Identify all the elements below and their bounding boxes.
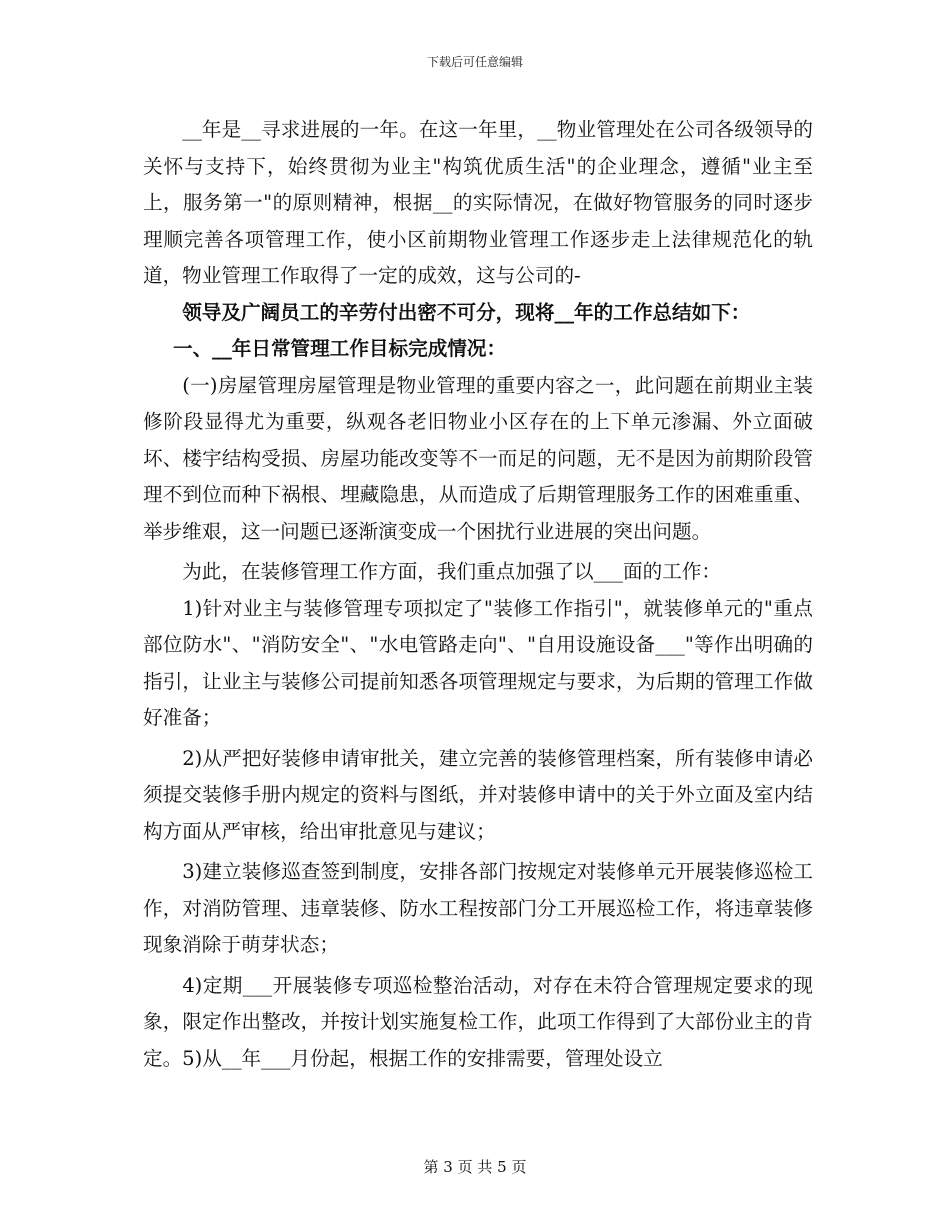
section-heading-1: 一、__年日常管理工作目标完成情况：	[173, 337, 507, 360]
paragraph-summary-lead: 领导及广阔员工的辛劳付出密不可分，现将__年的工作总结如下：	[182, 300, 751, 324]
paragraph-housing-management: (一)房屋管理房屋管理是物业管理的重要内容之一，此问题在前期业主装修阶段显得尤为重要，纵观各老旧物业小区存在的上下单元渗漏、外立面破坏、楼宇结构受损、房屋功能改变等不一而足的问题，无不是因为前期阶段管理不到位而种下祸根、埋藏隐患，从而造成了后期管理服务工作的困难重重、举步维艰，这一问题已逐渐演变成一个困扰行业进展的突出问题。	[143, 373, 813, 543]
paragraph-item-1: 1)针对业主与装修管理专项拟定了"装修工作指引"，就装修单元的"重点部位防水"、"消防安全"、"水电管路走向"、"自用设施设备___"等作出明确的指引，让业主与装修公司提前知悉各项管理规定与要求，为后期的管理工作做好准备；	[143, 596, 813, 729]
page-footer: 第 3 页 共 5 页	[423, 1158, 527, 1176]
page-header: 下载后可任意编辑	[426, 55, 523, 69]
paragraph-item-3: 3)建立装修巡查签到制度，安排各部门按规定对装修单元开展装修巡检工作，对消防管理、违章装修、防水工程按部门分工开展巡检工作，将违章装修现象消除于萌芽状态；	[143, 860, 813, 956]
paragraph-item-4: 4)定期___开展装修专项巡检整治活动，对存在未符合管理规定要求的现象，限定作出整改，并按计划实施复检工作，此项工作得到了大部份业主的肯定。5)从__年___月份起，根据工作的安排需要，管理处设立	[143, 973, 813, 1070]
paragraph-decoration-intro: 为此，在装修管理工作方面，我们重点加强了以___面的工作：	[182, 560, 722, 583]
document-body	[143, 112, 813, 1077]
paragraph-intro: __年是__寻求进展的一年。在这一年里，__物业管理处在公司各级领导的关怀与支持下，始终贯彻为业主"构筑优质生活"的企业理念，遵循"业主至上，服务第一"的原则精神，根据__的实际情况，在做好物管服务的同时逐步理顺完善各项管理工作，使小区前期物业管理工作逐步走上法律规范化的轨道，物业管理工作取得了一定的成效，这与公司的-	[143, 118, 813, 287]
paragraph-item-2: 2)从严把好装修申请审批关，建立完善的装修管理档案，所有装修申请必须提交装修手册内规定的资料与图纸，并对装修申请中的关于外立面及室内结构方面从严审核，给出审批意见与建议；	[143, 746, 813, 843]
